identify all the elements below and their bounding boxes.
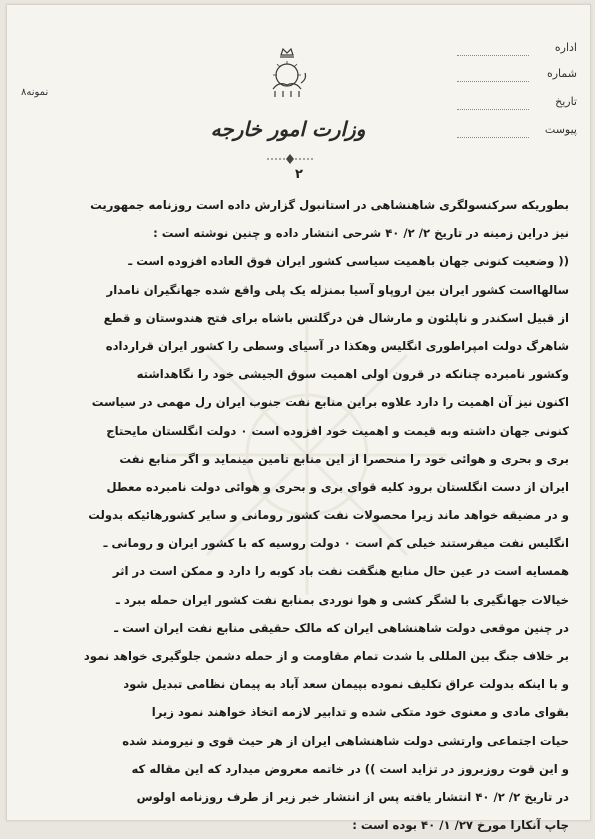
body-line: اکنون نیز آن اهمیت را دارد علاوه براین منابع نفت جنوب ایران رل مهمی در سیاست xyxy=(91,395,569,410)
body-line: خیالات جهانگیری با لشگر کشی و هوا نوردی بمنابع نفت کشور ایران حمله ببرد ـ xyxy=(115,592,569,607)
body-line: بری و بحری و هوائی خود را منحصرا از این منابع تامین مینماید و اگر منابع نفت xyxy=(119,451,569,466)
form-number: نمونه۸ xyxy=(21,87,49,98)
body-line: وکشور نامبرده چنانکه در قرون اولی اهمیت سوق الجیشی خود را نگاهداشته xyxy=(136,367,569,382)
field-number-line xyxy=(457,81,529,82)
field-attachment xyxy=(457,123,577,141)
body-line: انگلیس نفت میفرستند خیلی کم است ۰ دولت روسیه که با کشور ایران و رومانی ـ xyxy=(103,536,569,551)
body-line: و در مضیقه خواهد ماند زیرا محصولات نفت کشور رومانی و سایر کشورهائیکه بدولت xyxy=(88,508,569,523)
ornamental-divider xyxy=(265,153,315,165)
letter-body xyxy=(27,191,569,839)
document-page xyxy=(6,4,591,833)
field-number xyxy=(457,67,577,85)
body-line: بقوای مادی و معنوی خود متکی شده و تدابیر لازمه اتخاذ خواهند نمود زیرا xyxy=(151,705,569,720)
body-line: در چنین موقعی دولت شاهنشاهی ایران که مالک حقیقی منابع نفت ایران است ـ xyxy=(114,620,569,635)
page-number: ۲ xyxy=(295,167,303,182)
ministry-title: وزارت امور خارجه xyxy=(210,117,366,141)
field-attachment-label: پیوست xyxy=(544,123,577,136)
body-line: همسایه است در عین حال منابع هنگفت نفت باد کوبه را دارد و ممکن است در اثر xyxy=(112,564,569,579)
field-department-label: اداره xyxy=(554,41,577,54)
field-date xyxy=(457,95,577,113)
body-line: نیز دراین زمینه در تاریخ ۲/ ۲/ ۴۰ شرحی انتشار داده و چنین نوشته است : xyxy=(153,226,569,241)
body-line: حیات اجتماعی وارتشی دولت شاهنشاهی ایران از هر حیث قوی و نیرومند شده xyxy=(122,733,569,748)
lion-and-sun-emblem xyxy=(265,45,309,101)
field-date-label: تاریخ xyxy=(555,95,577,108)
body-line: بطوریکه سرکنسولگری شاهنشاهی در استانبول گزارش داده است روزنامه جمهوریت xyxy=(90,198,569,212)
body-line: ایران از دست انگلستان برود کلیه قوای بری و بحری و هوائی دولت نامبرده معطل xyxy=(106,479,569,494)
body-line: سالهااست کشور ایران بین اروپاو آسیا بمنزله یک پلی واقع شده جهانگیران نامدار xyxy=(106,282,569,297)
body-line: (( وضعیت کنونی جهان باهمیت سیاسی کشور ایران فوق العاده افزوده است ـ xyxy=(128,254,569,269)
body-line: از قبیل اسکندر و ناپلئون و مارشال فن درگلتس باشاه برای فتح هندوستان و قطع xyxy=(103,310,569,325)
field-number-label: شماره xyxy=(546,67,577,80)
body-line: بر خلاف جنگ بین المللی با شدت تمام مقاومت و از حمله دشمن جلوگیری خواهد نمود xyxy=(83,649,569,663)
field-date-line xyxy=(457,109,529,110)
body-line: کنونی جهان داشته وبه قیمت و اهمیت خود افزوده است ۰ دولت انگلستان مایحتاج xyxy=(106,423,569,438)
field-attachment-line xyxy=(457,137,529,138)
body-line: در تاریخ ۲/ ۲/ ۴۰ انتشار یافته پس از انتشار خبر زیر از طرف روزنامه اولوس xyxy=(136,789,569,804)
body-line: و با اینکه بدولت عراق تکلیف نموده بپیمان سعد آباد به پیمان نظامی تبدیل شود xyxy=(123,677,569,692)
field-department-line xyxy=(457,55,529,56)
body-line: چاپ آنکارا مورخ ۲۷/ ۱/ ۴۰ بوده است : xyxy=(352,818,569,833)
field-department xyxy=(457,41,577,59)
body-line: و این قوت روزبروز در تزاید است )) در خاتمه معروض میدارد که این مقاله که xyxy=(131,761,569,776)
body-line: شاهرگ دولت امپراطوری انگلیس وهکذا در آسیای وسطی را کشور ایران قرارداده xyxy=(105,338,569,353)
